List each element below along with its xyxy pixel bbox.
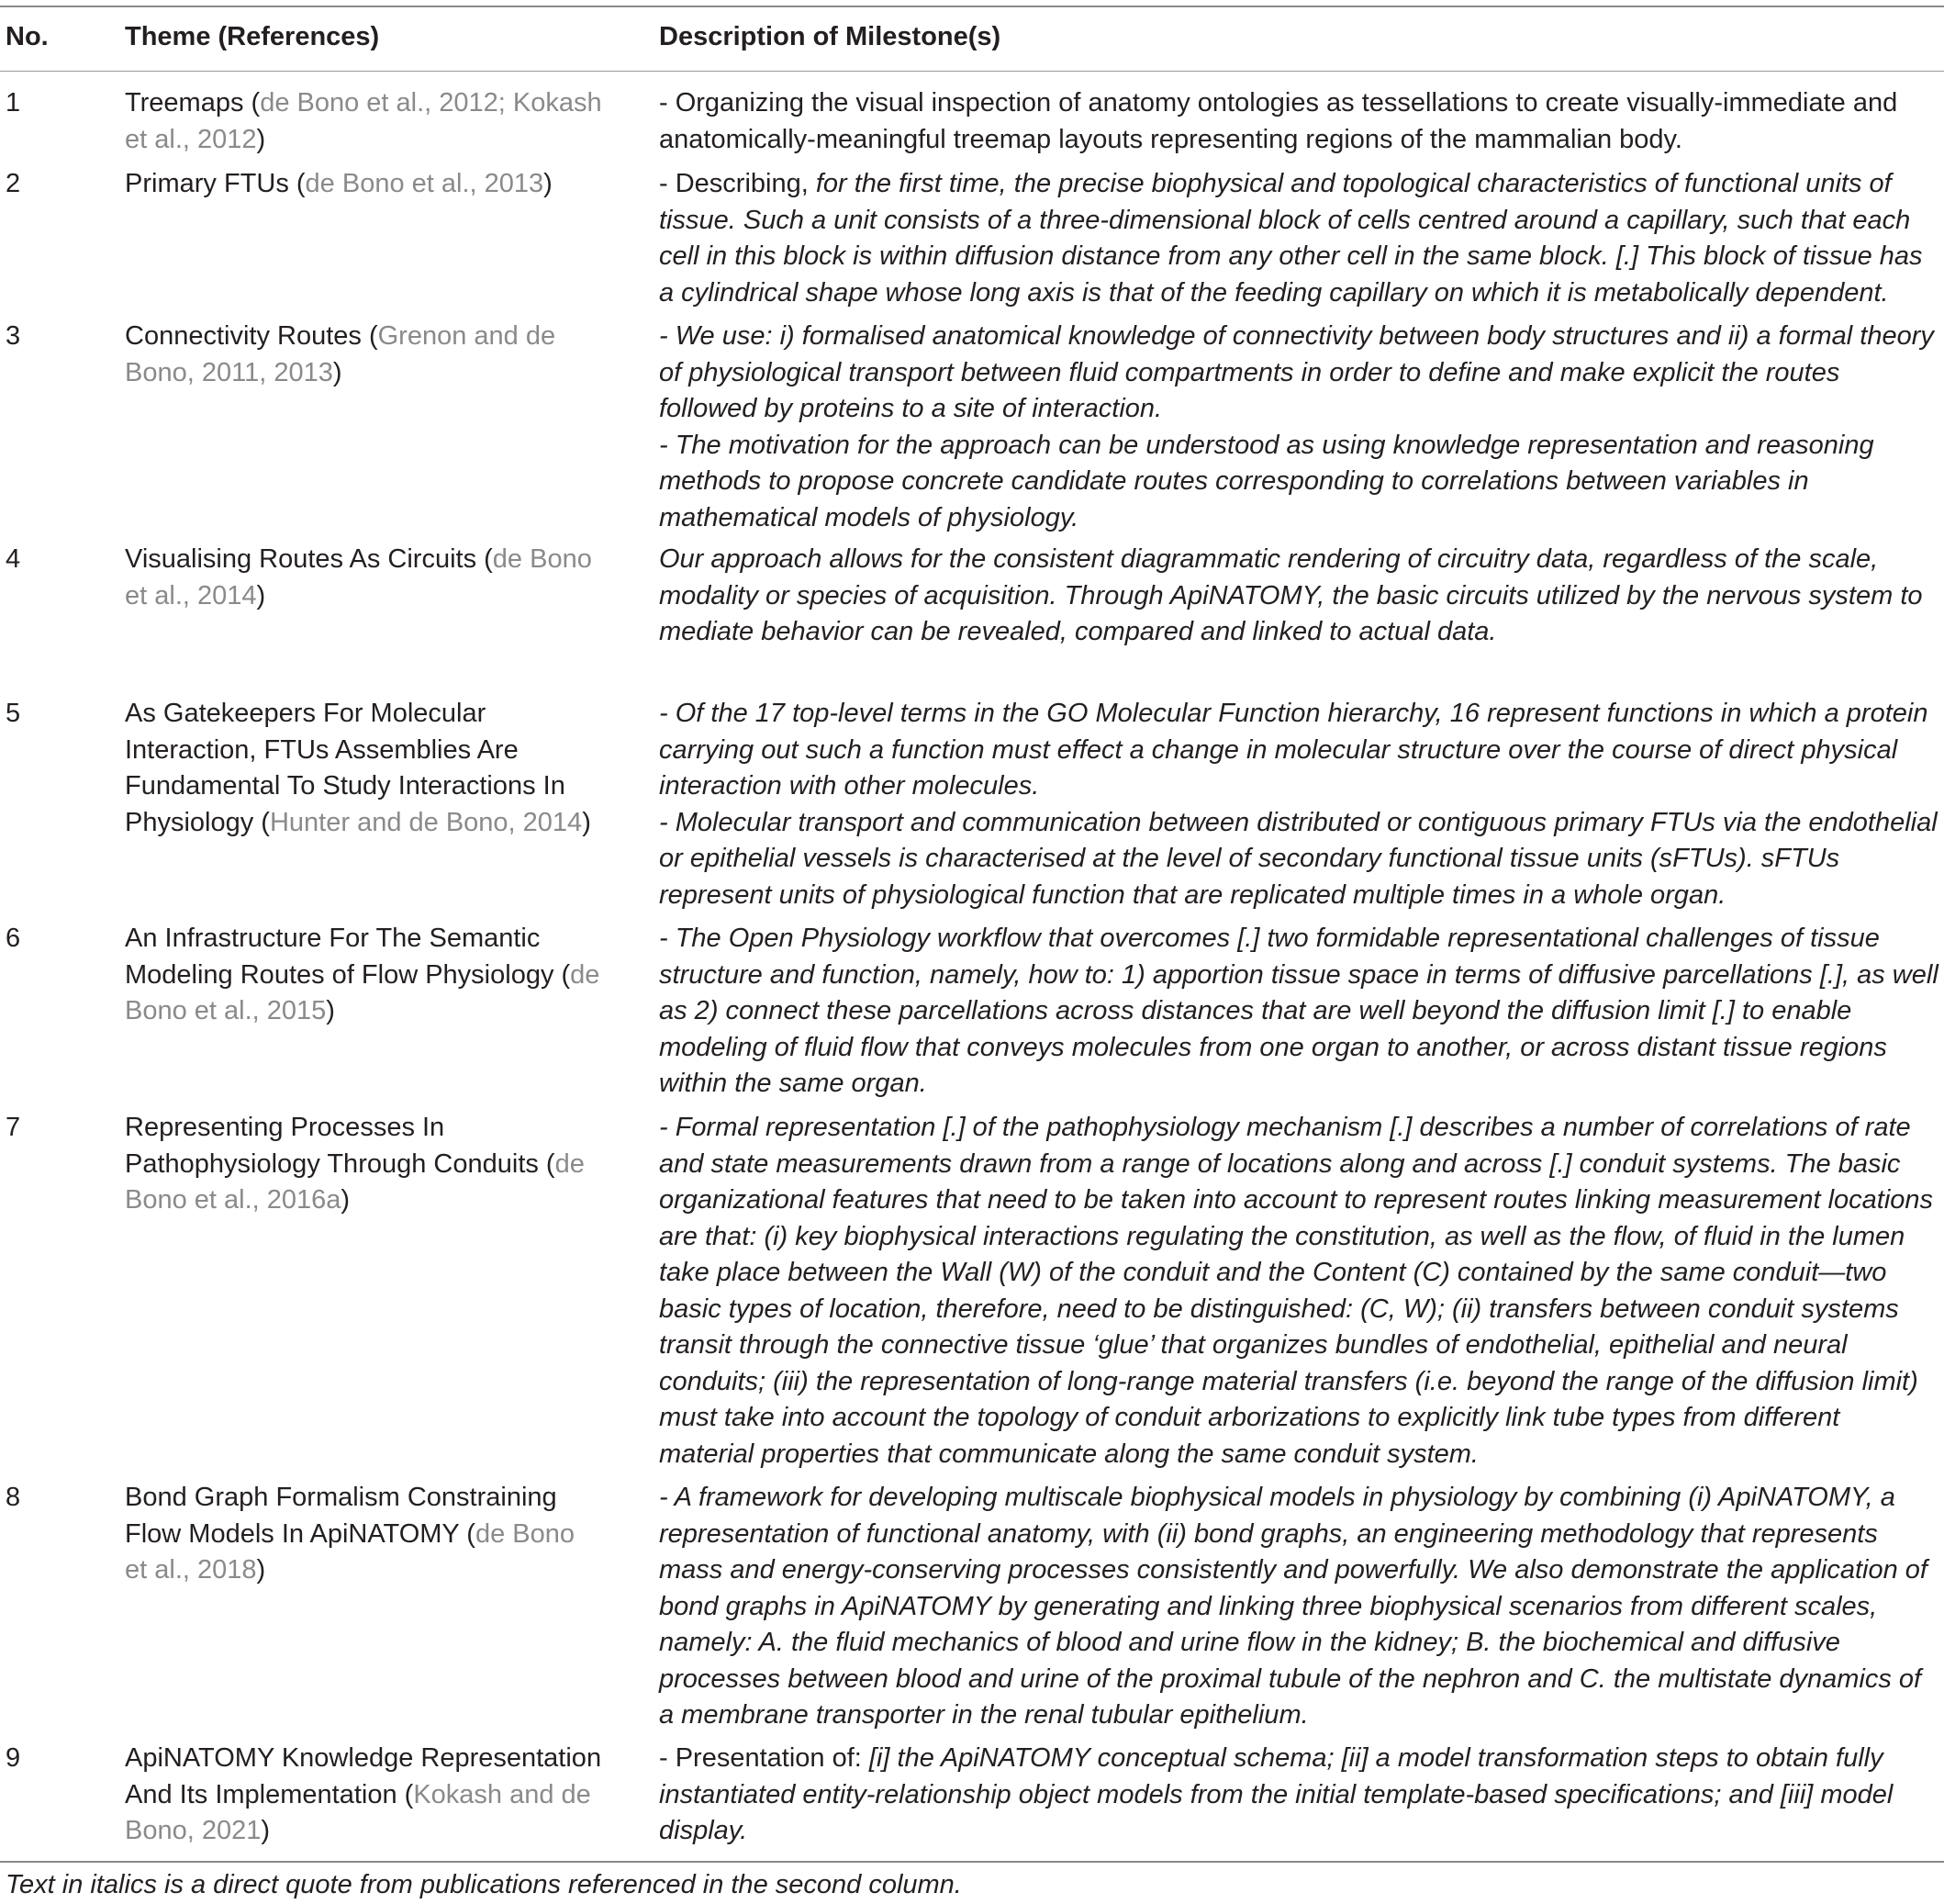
header-rule <box>0 71 1944 72</box>
row-5-desc-quote-2: - Molecular transport and communication between distributed or contiguous primary FTUs via the endothelial or epithelial vessels is characterised at the level of secondary functional tissue units (sFTUs). sFTUs represent units of physiological function that are replicated multiple times in a whole organ. <box>659 807 1938 910</box>
row-5-no: 5 <box>6 699 21 728</box>
row-2-reference-link[interactable]: de Bono et al., 2013 <box>305 169 544 198</box>
row-7-reference-link[interactable]: de Bono et al., 2016a <box>125 1148 585 1215</box>
top-rule <box>0 6 1944 7</box>
row-4-reference-link[interactable]: de Bono et al., 2014 <box>125 544 592 610</box>
row-2-theme <box>125 166 602 203</box>
row-7-description <box>659 1110 1940 1473</box>
row-4-desc-para-1 <box>659 542 1940 651</box>
row-1-no: 1 <box>6 88 21 118</box>
row-1-desc-lead: - Organizing the visual inspection of anatomy ontologies as tessellations to create visually-immediate and anatomically-meaningful treemap layouts representing regions of the mammalian body. <box>659 88 1898 154</box>
row-5-description <box>659 696 1940 913</box>
row-2-description <box>659 166 1940 311</box>
row-4-theme-close: ) <box>256 580 266 610</box>
row-3-theme <box>125 319 602 391</box>
row-2-theme-close: ) <box>543 169 553 198</box>
row-8-desc-quote: - A framework for developing multiscale biophysical models in physiology by combining (i) ApiNATOMY, a representation of functional anatomy, with (ii) bond graphs, an engineering methodology that represents mass and energy-conserving processes consistently and powerfully. We also demonstrate the application of bond graphs in ApiNATOMY by generating and linking three biophysical scenarios from different scales, namely: A. the fluid mechanics of blood and urine flow in the kidney; B. the biochemical and diffusive processes between blood and urine of the proximal tubule of the nephron and C. the multistate dynamics of a membrane transporter in the renal tubular epithelium. <box>659 1483 1927 1730</box>
row-5-desc-quote-1: - Of the 17 top-level terms in the GO Molecular Function hierarchy, 16 represent functions in which a protein carrying out such a function must effect a change in molecular structure over the course of direct physical interaction with other molecules. <box>659 699 1928 801</box>
row-8-reference-link[interactable]: de Bono et al., 2018 <box>125 1518 575 1585</box>
row-6-theme-title: An Infrastructure For The Semantic Modeling Routes of Flow Physiology ( <box>125 924 571 990</box>
row-4-theme <box>125 542 602 614</box>
row-1-reference-link[interactable]: de Bono et al., 2012; Kokash et al., 2012 <box>125 88 602 154</box>
row-4-no: 4 <box>6 544 21 574</box>
row-7-theme-close: ) <box>341 1185 351 1215</box>
row-7-no: 7 <box>6 1113 21 1142</box>
row-3-no: 3 <box>6 321 21 351</box>
row-5-theme <box>125 696 602 841</box>
row-3-reference-link[interactable]: Grenon and de Bono, 2011, 2013 <box>125 321 556 387</box>
row-8-theme-title: Bond Graph Formalism Constraining Flow Models In ApiNATOMY ( <box>125 1483 557 1549</box>
row-6-theme <box>125 921 602 1030</box>
row-3-theme-title: Connectivity Routes ( <box>125 321 378 351</box>
row-7-desc-quote: - Formal representation [.] of the pathophysiology mechanism [.] describes a number of correlations of rate and state measurements drawn from a range of locations along and across [.] conduit systems. The basic organizational features that need to be taken into account to represent routes linking measurement locations are that: (i) key biophysical interactions regulating the constitution, as well as the flow, of fluid in the lumen take place between the Wall (W) of the conduit and the Content (C) contained by the same conduit—two basic types of location, therefore, need to be distinguished: (C, W); (ii) transfers between conduit systems transit through the connective tissue ‘glue’ that organizes bundles of endothelial, epithelial and neural conduits; (iii) the representation of long-range material transfers (i.e. beyond the range of the diffusion limit) must take into account the topology of conduit arborizations to explicitly link tube types from different material properties that communicate along the same conduit system. <box>659 1113 1934 1469</box>
row-6-desc-para-1 <box>659 921 1940 1103</box>
row-3-desc-quote-1: - We use: i) formalised anatomical knowledge of connectivity between body structures and ii) a formal theory of physiological transport between fluid compartments in order to define and make explicit the routes followed by proteins to a site of interaction. <box>659 321 1934 423</box>
row-5-desc-para-1 <box>659 696 1940 805</box>
header-description: Description of Milestone(s) <box>659 22 1001 51</box>
row-9-desc-para-1 <box>659 1741 1940 1850</box>
row-9-no: 9 <box>6 1743 21 1773</box>
row-6-no: 6 <box>6 924 21 953</box>
row-5-desc-para-2 <box>659 805 1940 914</box>
row-8-no: 8 <box>6 1483 21 1512</box>
row-1-desc-para-1 <box>659 85 1940 158</box>
row-8-theme-close: ) <box>256 1555 266 1585</box>
row-5-reference-link[interactable]: Hunter and de Bono, 2014 <box>269 807 583 837</box>
row-1-theme-close: ) <box>256 124 266 154</box>
row-8-theme <box>125 1480 602 1589</box>
header-no: No. <box>6 22 49 51</box>
row-9-desc-lead: - Presentation of: <box>659 1743 869 1773</box>
row-9-reference-link[interactable]: Kokash and de Bono, 2021 <box>125 1779 591 1845</box>
row-2-desc-lead: - Describing, <box>659 169 816 198</box>
row-7-desc-para-1 <box>659 1110 1940 1473</box>
row-6-desc-quote: - The Open Physiology workflow that overcomes [.] two formidable representational challenges of tissue structure and function, namely, how to: 1) apportion tissue space in terms of diffusive parcellations [.], as well as 2) connect these parcellations across distances that are well beyond the diffusion limit [.] to enable modeling of fluid flow that conveys molecules from one organ to another, or across distant tissue regions within the same organ. <box>659 924 1938 1098</box>
row-3-desc-quote-2: - The motivation for the approach can be understood as using knowledge representation and reasoning methods to propose concrete candidate routes corresponding to correlations between variables in mathematical models of physiology. <box>659 430 1874 532</box>
row-3-description <box>659 319 1940 536</box>
row-2-no: 2 <box>6 169 21 198</box>
row-4-description <box>659 542 1940 651</box>
row-8-desc-para-1 <box>659 1480 1940 1734</box>
row-7-theme-title: Representing Processes In Pathophysiology Through Conduits ( <box>125 1113 555 1179</box>
row-9-theme-close: ) <box>261 1816 271 1845</box>
row-2-desc-para-1 <box>659 166 1940 311</box>
row-9-desc-quote: [i] the ApiNATOMY conceptual schema; [ii] a model transformation steps to obtain fully instantiated entity-relationship object models from the initial template-based specifications; and [iii] model display. <box>659 1743 1894 1845</box>
row-7-theme <box>125 1110 602 1219</box>
row-9-theme-title: ApiNATOMY Knowledge Representation And Its Implementation ( <box>125 1743 602 1809</box>
row-1-theme <box>125 85 602 158</box>
row-3-theme-close: ) <box>332 357 342 387</box>
row-6-theme-close: ) <box>326 996 335 1025</box>
row-2-desc-quote: for the first time, the precise biophysical and topological characteristics of functional units of tissue. Such a unit consists of a three-dimensional block of cells centred around a capillary, such that each cell in this block is within diffusion distance from any other cell in the same block. [.] This block of tissue has a cylindrical shape whose long axis is that of the feeding capillary on which it is metabolically dependent. <box>659 169 1923 308</box>
row-5-theme-close: ) <box>582 807 591 837</box>
bottom-rule <box>0 1861 1944 1863</box>
row-1-description <box>659 85 1940 158</box>
row-9-description <box>659 1741 1940 1850</box>
row-3-desc-para-1 <box>659 319 1940 428</box>
table-footnote: Text in italics is a direct quote from publications referenced in the second column. <box>6 1870 962 1899</box>
row-4-desc-quote: Our approach allows for the consistent diagrammatic rendering of circuitry data, regardless of the scale, modality or species of acquisition. Through ApiNATOMY, the basic circuits utilized by the nervous system to mediate behavior can be revealed, compared and linked to actual data. <box>659 544 1923 646</box>
row-1-theme-title: Treemaps ( <box>125 88 261 118</box>
row-2-theme-title: Primary FTUs ( <box>125 169 306 198</box>
row-3-desc-para-2 <box>659 428 1940 537</box>
row-9-theme <box>125 1741 602 1850</box>
row-8-description <box>659 1480 1940 1734</box>
row-5-theme-title: As Gatekeepers For Molecular Interaction, FTUs Assemblies Are Fundamental To Study Interactions In Physiology ( <box>125 699 565 837</box>
row-6-description <box>659 921 1940 1103</box>
row-4-theme-title: Visualising Routes As Circuits ( <box>125 544 493 574</box>
header-theme: Theme (References) <box>125 22 380 51</box>
row-6-reference-link[interactable]: de Bono et al., 2015 <box>125 959 600 1025</box>
